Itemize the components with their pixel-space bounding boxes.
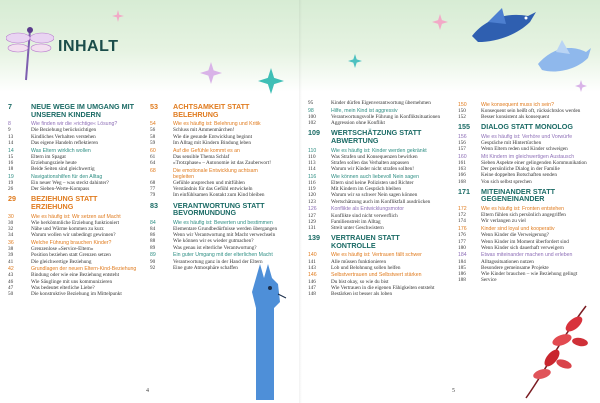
toc-entry: [458, 277, 592, 283]
toc-page-number: 156: [458, 133, 467, 140]
toc-page-number: 168: [458, 178, 466, 185]
toc-entry-title: Eltern sind keine Polizisten und Richter: [331, 180, 414, 187]
toc-page-number: 58: [150, 133, 156, 140]
toc-entry: [458, 114, 592, 120]
toc-page-number: 19: [8, 180, 14, 187]
toc-entry-title: Mit Kindern im Gespräch bleiben: [331, 186, 402, 193]
toc-page-number: 39: [8, 252, 14, 259]
toc-entry-title: Schluss mit Ammenmärchen!: [173, 127, 235, 134]
toc-entry-title: Das sensible Thema Schlaf: [173, 153, 230, 160]
toc-page-number: 139: [308, 233, 320, 243]
toc-entry-title: Welche Führung brauchen Kinder?: [31, 239, 112, 246]
toc-chapter-heading: [308, 129, 441, 144]
toc-entry: [308, 225, 441, 231]
toc-entry-title: Kinder sind loyal und kooperativ: [481, 226, 555, 233]
toc-entry-title: Beide Seiten sind gleichwertig: [31, 166, 95, 173]
dragonfly-icon: [6, 22, 54, 82]
toc-page-number: 123: [308, 198, 316, 205]
toc-page-number: 60: [150, 147, 156, 154]
toc-page-number: 18: [8, 166, 14, 173]
toc-page-number: 9: [8, 127, 11, 134]
toc-entry-title: Besser konsistent als konsequent: [481, 113, 550, 120]
toc-page-number: 38: [8, 246, 14, 253]
toc-entry-title: Wie konsequent muss ich sein?: [481, 101, 554, 108]
toc-page-number: 30: [8, 213, 14, 220]
toc-entry-title: Warum wir Kinder nicht strafen sollten!: [331, 166, 414, 173]
toc-entry-title: Keine doppelten Botschaften senden: [481, 172, 557, 179]
toc-entry-title: Ein guter Umgang mit der elterlichen Macht: [173, 252, 273, 259]
toc-page-number: 100: [308, 113, 316, 120]
toc-page-number: 84: [150, 226, 156, 233]
page-title: INHALT: [58, 38, 119, 55]
toc-page-number: 13: [8, 133, 14, 140]
star-icon: [575, 80, 587, 92]
toc-entry-title: Im einfühlsamen Kontakt zum Kind bleiben: [173, 192, 265, 199]
toc-page-number: 180: [458, 244, 466, 251]
toc-page-number: 54: [150, 121, 156, 128]
star-icon: [432, 14, 448, 30]
star-icon: [348, 54, 362, 68]
toc-chapter-heading: [8, 103, 140, 118]
page-number-right: 5: [452, 388, 455, 394]
toc-entry-title: Wie herkömmliche Erziehung funktioniert: [31, 219, 120, 226]
toc-entry-title: Strafen sollen das Verhalten anpassen: [331, 159, 409, 166]
toc-entry-title: Sieben Aspekte einer gelingenden Kommunikation: [481, 160, 587, 167]
toc-chapter-heading: [150, 202, 278, 217]
toc-entry-title: Kinder dürfen Eigenverantwortung übernehmen: [331, 100, 431, 106]
toc-entry-title: WERTSCHÄTZUNG STATT ABWERTUNG: [331, 128, 422, 145]
toc-entry-title: Was Strafen und Konsequenzen bewirken: [331, 153, 418, 160]
toc-page-number: 15: [8, 153, 14, 160]
toc-entry-title: Konflikte als Entwicklungsmotor: [331, 206, 404, 213]
toc-entry-title: Bestärken ist besser als loben: [331, 291, 393, 298]
toc-page-number: 86: [150, 232, 156, 239]
toc-page-number: 110: [308, 147, 317, 154]
toc-entry-title: Etwas miteinander machen und erleben: [481, 252, 573, 259]
toc-entry-title: Die gleichwertige Beziehung: [31, 258, 92, 265]
toc-entry-title: Alltagssituationen nutzen: [481, 258, 534, 265]
toc-entry-title: Wie können wir es wieder gutmachen?: [173, 238, 254, 245]
toc-page-number: 176: [458, 226, 467, 233]
toc-entry: [458, 245, 592, 251]
toc-page-number: 46: [8, 278, 14, 285]
toc-entry: [150, 265, 278, 271]
toc-column-4: [458, 100, 592, 283]
toc-page-number: 160: [458, 153, 467, 160]
toc-entry-title: VERTRAUEN STATT KONTROLLE: [331, 233, 400, 250]
toc-column-2: [150, 100, 278, 271]
toc-entry-title: Von sich selbst sprechen: [481, 178, 532, 185]
toc-page-number: 47: [8, 284, 14, 291]
toc-entry: [308, 199, 441, 205]
toc-page-number: 41: [8, 258, 14, 265]
toc-page-number: 61: [150, 153, 156, 160]
toc-entry: [458, 179, 592, 185]
toc-entry-title: Ein neuer Weg – was steckt dahinter?: [31, 180, 109, 187]
toc-page-number: 8: [8, 121, 11, 128]
toc-page-number: 42: [8, 266, 14, 273]
toc-entry-title: Alle müssen funktionieren: [331, 258, 387, 265]
toc-entry-title: VERANTWORTUNG STATT BEVORMUNDUNG: [173, 200, 265, 218]
toc-page-number: 146: [308, 278, 316, 285]
toc-page-number: 19: [8, 173, 14, 180]
toc-page-number: 185: [458, 264, 466, 271]
toc-page-number: 177: [458, 238, 466, 245]
star-icon: [112, 10, 124, 22]
toc-entry-title: Du bist okay, so wie du bist: [331, 278, 389, 285]
toc-page-number: 109: [308, 128, 320, 138]
toc-entry-title: »Trotzphase« – Autonomie ist das Zauberwort!: [173, 159, 271, 166]
toc-page-number: 156: [458, 139, 466, 146]
toc-page-number: 95: [308, 100, 314, 106]
toc-entry-title: Wie Vertrauen in die eigenen Fähigkeiten entsteht: [331, 284, 435, 291]
toc-entry-title: Was genau ist elterliche Verantwortung?: [173, 244, 257, 251]
toc-page-number: 88: [150, 238, 156, 245]
toc-entry: [308, 100, 441, 106]
toc-entry-title: Grenzenlose »Service-Eltern«: [31, 246, 94, 253]
toc-page-number: 64: [150, 159, 156, 166]
toc-entry-title: Gefühle ansprechen und mitfühlen: [173, 180, 245, 187]
toc-entry-title: Die konstruktive Beziehung im Mittelpunkt: [31, 291, 122, 298]
toc-page-number: 114: [308, 166, 316, 173]
toc-page-number: 184: [458, 252, 467, 259]
toc-page-number: 163: [458, 166, 466, 173]
toc-entry: [308, 166, 441, 172]
toc-entry-title: Selbstvertrauen und Selbstwert stärken: [331, 272, 422, 279]
toc-chapter-heading: [308, 234, 441, 249]
toc-page-number: 50: [8, 291, 14, 298]
toc-page-number: 16: [8, 159, 14, 166]
toc-page-number: 174: [458, 218, 466, 225]
toc-page-number: 7: [8, 102, 12, 111]
toc-entry: [458, 218, 592, 224]
toc-entry-title: Kindliches Verhalten verstehen: [31, 133, 96, 140]
toc-entry-title: Wie es häufig ist: Verhöre und Vorwürfe: [481, 133, 573, 140]
toc-entry-title: Grundlagen der neuen Eltern-Kind-Beziehung: [31, 266, 137, 273]
toc-page-number: 84: [150, 219, 156, 226]
toc-page-number: 43: [8, 272, 14, 279]
toc-entry-title: Erziehungsziele heute: [31, 159, 77, 166]
toc-column-3: [308, 100, 441, 297]
toc-page-number: 186: [458, 271, 466, 278]
toc-page-number: 68: [150, 167, 156, 174]
toc-entry-title: Wenn Kinder im Moment überfordert sind: [481, 238, 569, 245]
toc-entry-title: Wie Kinder brauchen – wie Beziehung gelingt: [481, 271, 578, 278]
toc-page-number: 89: [150, 244, 156, 251]
toc-entry-title: Was Eltern wirklich wollen: [31, 147, 91, 154]
toc-entry-title: Service: [481, 277, 497, 284]
toc-entry-title: Wie es häufig ist: Bewerten und bestimmen: [173, 219, 273, 226]
toc-entry-title: Wir verlangen zu viel: [481, 218, 526, 225]
toc-page-number: 176: [458, 232, 466, 239]
toc-entry: [8, 232, 140, 238]
toc-page-number: 120: [308, 192, 316, 199]
toc-entry-title: Die Beziehung berücksichtigen: [31, 127, 97, 134]
toc-page-number: 29: [8, 194, 16, 204]
toc-page-number: 161: [458, 160, 466, 167]
toc-page-number: 146: [308, 272, 317, 279]
toc-entry-title: Der Sieben-Werte-Kompass: [31, 186, 90, 193]
toc-entry: [150, 192, 278, 198]
toc-entry-title: Konsequent sein heißt oft, rücksichtslos werden: [481, 107, 581, 114]
toc-entry-title: Mit Kindern im gleichwertigen Austausch: [481, 153, 575, 160]
toc-entry: [308, 291, 441, 297]
toc-entry-title: Position beziehen statt Grenzen setzen: [31, 252, 111, 259]
toc-entry-title: Bindung oder wie eine Beziehung entsteht: [31, 272, 120, 279]
toc-page-number: 102: [308, 120, 316, 127]
toc-entry: [150, 140, 278, 146]
toc-entry-title: Wie es häufig ist: Fronten entstehen: [481, 206, 565, 213]
toc-entry: [8, 166, 140, 172]
toc-entry-title: MITEINANDER STATT GEGENEINANDER: [481, 186, 555, 204]
toc-chapter-heading: [150, 103, 278, 118]
toc-page-number: 34: [8, 232, 14, 239]
toc-entry-title: Der persönliche Dialog in der Familie: [481, 166, 560, 173]
book-gutter: [299, 0, 302, 403]
toc-page-number: 32: [8, 226, 14, 233]
toc-page-number: 68: [150, 180, 156, 187]
toc-entry-title: Wie es häufig ist: Wir setzen auf Macht: [31, 213, 121, 220]
toc-entry: [8, 291, 140, 297]
toc-entry-title: Navigationshilfen für den Alltag: [31, 173, 103, 180]
toc-page-number: 171: [458, 186, 470, 196]
toc-entry-title: Besondere gemeinsame Projekte: [481, 264, 549, 271]
toc-section-link: [150, 168, 278, 180]
toc-page-number: 166: [458, 172, 466, 179]
toc-entry-title: Verantwortung ganz in der Hand der Eltern: [173, 258, 263, 265]
toc-entry-title: Auf die Gefühle kommt es an: [173, 147, 240, 154]
toc-page-number: 119: [308, 186, 316, 193]
toc-entry-title: Wertschätzung auch im Konfliktfall ausdrücken: [331, 198, 431, 205]
toc-entry-title: Die emotionale Entwicklung achtsam begleiten: [173, 167, 258, 180]
toc-entry-title: Elementare Grundbedürfnisse werden übergangen: [173, 226, 278, 233]
toc-entry-title: Verantwortungsvolle Führung in Konfliktsituationen: [331, 113, 441, 120]
toc-page-number: 90: [150, 258, 156, 265]
toc-entry-title: Hilfe, mein Kind ist aggressiv: [331, 107, 398, 114]
toc-entry: [8, 186, 140, 192]
toc-page-number: 26: [8, 186, 14, 193]
toc-page-number: 30: [8, 219, 14, 226]
toc-entry-title: Eine gute Atmosphäre schaffen: [173, 264, 238, 271]
toc-page-number: 188: [458, 277, 466, 284]
toc-page-number: 143: [308, 264, 316, 271]
toc-entry-title: Streit unter Geschwistern: [331, 224, 384, 231]
toc-page-number: 150: [458, 101, 467, 108]
toc-chapter-heading: [8, 195, 140, 210]
toc-page-number: 77: [150, 186, 156, 193]
toc-entry-title: BEZIEHUNG STATT ERZIEHUNG: [31, 194, 98, 212]
toc-entry-title: ACHTSAMKEIT STATT BELEHRUNG: [173, 102, 250, 119]
toc-page-number: 113: [308, 159, 316, 166]
toc-page-number: 157: [458, 146, 466, 153]
toc-entry-title: Wenn wir Verantwortung mit Macht verwechseln: [173, 232, 276, 239]
toc-page-number: 14: [8, 139, 14, 146]
toc-entry-title: Lob und Belohnung sollen helfen: [331, 264, 401, 271]
toc-page-number: 126: [308, 206, 317, 213]
toc-entry-title: Wie es häufig ist: Belehrung und Kritik: [173, 121, 261, 128]
toc-page-number: 131: [308, 224, 316, 231]
toc-entry: [458, 146, 592, 152]
toc-entry-title: DIALOG STATT MONOLOG: [481, 122, 573, 132]
toc-entry-title: Wenn Kinder die Verweigerung?: [481, 232, 549, 239]
toc-entry: [8, 140, 140, 146]
toc-page-number: 129: [308, 218, 316, 225]
toc-page-number: 79: [150, 192, 156, 199]
toc-page-number: 59: [150, 139, 156, 146]
toc-entry-title: Konflikte sind nicht verwerflich: [331, 212, 398, 219]
page-number-left: 4: [146, 388, 149, 394]
toc-page-number: 36: [8, 239, 14, 246]
toc-entry-title: Im Alltag mit Kindern Bindung leben: [173, 139, 251, 146]
toc-page-number: 116: [308, 180, 316, 187]
toc-page-number: 56: [150, 127, 156, 134]
toc-entry-title: Warum wollen wir unbedingt gewinnen?: [31, 232, 116, 239]
toc-page-number: 172: [458, 206, 467, 213]
toc-entry-title: Nähe und Wärme kommen zu kurz: [31, 226, 104, 233]
toc-entry-title: Aggression ohne Konflikt: [331, 120, 385, 127]
toc-page-number: 140: [308, 252, 317, 259]
toc-page-number: 53: [150, 102, 158, 111]
toc-column-1: [8, 100, 140, 297]
toc-page-number: 89: [150, 252, 156, 259]
toc-entry-title: Wie finden wir die »richtige« Lösung?: [31, 121, 118, 128]
toc-page-number: 141: [308, 258, 316, 265]
toc-entry-title: Gespräche mit Hintertürchen: [481, 139, 542, 146]
star-icon: [258, 68, 284, 94]
toc-page-number: 152: [458, 113, 466, 120]
toc-page-number: 184: [458, 258, 466, 265]
blue-bird-icon: [536, 38, 592, 78]
toc-page-number: 150: [458, 107, 466, 114]
toc-entry-title: Verständnis für das Gefühl entwickeln: [173, 186, 253, 193]
toc-page-number: 110: [308, 153, 316, 160]
toc-entry-title: Eltern fühlen sich persönlich angegriffen: [481, 212, 566, 219]
toc-entry-title: Wie Säuglinge mit uns kommunizieren: [31, 278, 113, 285]
toc-page-number: 98: [308, 107, 314, 114]
blue-bird-icon: [468, 6, 538, 50]
red-branch-illustration: [516, 300, 596, 400]
toc-entry-title: Wenn Eltern reden und Kinder schweigen: [481, 146, 568, 153]
toc-entry: [308, 120, 441, 126]
toc-entry-title: Wie es häufig ist: Kinder werden gekränkt: [331, 147, 427, 154]
toc-page-number: 155: [458, 122, 470, 132]
toc-entry-title: Wie es häufig ist: Vertrauen fällt schwer: [331, 252, 422, 259]
toc-entry-title: Was bedeutet elterliche Liebe?: [31, 284, 95, 291]
toc-page-number: 92: [150, 264, 156, 271]
toc-entry: [150, 245, 278, 251]
toc-chapter-heading: [458, 188, 592, 203]
toc-page-number: 172: [458, 212, 466, 219]
toc-entry: [8, 259, 140, 265]
toc-entry-title: Familienstreit im Alltag: [331, 218, 381, 225]
toc-entry-title: Das eigene Handeln reflektieren: [31, 139, 98, 146]
toc-page-number: 147: [308, 284, 316, 291]
star-icon: [200, 62, 222, 84]
toc-page-number: 148: [308, 291, 316, 298]
toc-page-number: 83: [150, 200, 158, 210]
toc-entry-title: NEUE WEGE IM UMGANG MIT UNSEREN KINDERN: [31, 102, 135, 119]
toc-entry: [150, 160, 278, 166]
toc-entry-title: Wie können auch liebevoll Nein sagen: [331, 173, 419, 180]
toc-page-number: 116: [308, 173, 317, 180]
toc-entry-title: Eltern im Spagat: [31, 153, 66, 160]
toc-entry-title: Wie die gesunde Entwicklung beginnt: [173, 133, 253, 140]
toc-entry-title: Wenn Kinder sich dauerhaft verweigern: [481, 244, 564, 251]
llama-illustration: [244, 262, 294, 400]
toc-entry: [308, 265, 441, 271]
toc-chapter-heading: [458, 123, 592, 131]
toc-entry-title: Warum wir so schwer Nein sagen können: [331, 192, 418, 199]
toc-page-number: 127: [308, 212, 316, 219]
toc-page-number: 14: [8, 147, 14, 154]
